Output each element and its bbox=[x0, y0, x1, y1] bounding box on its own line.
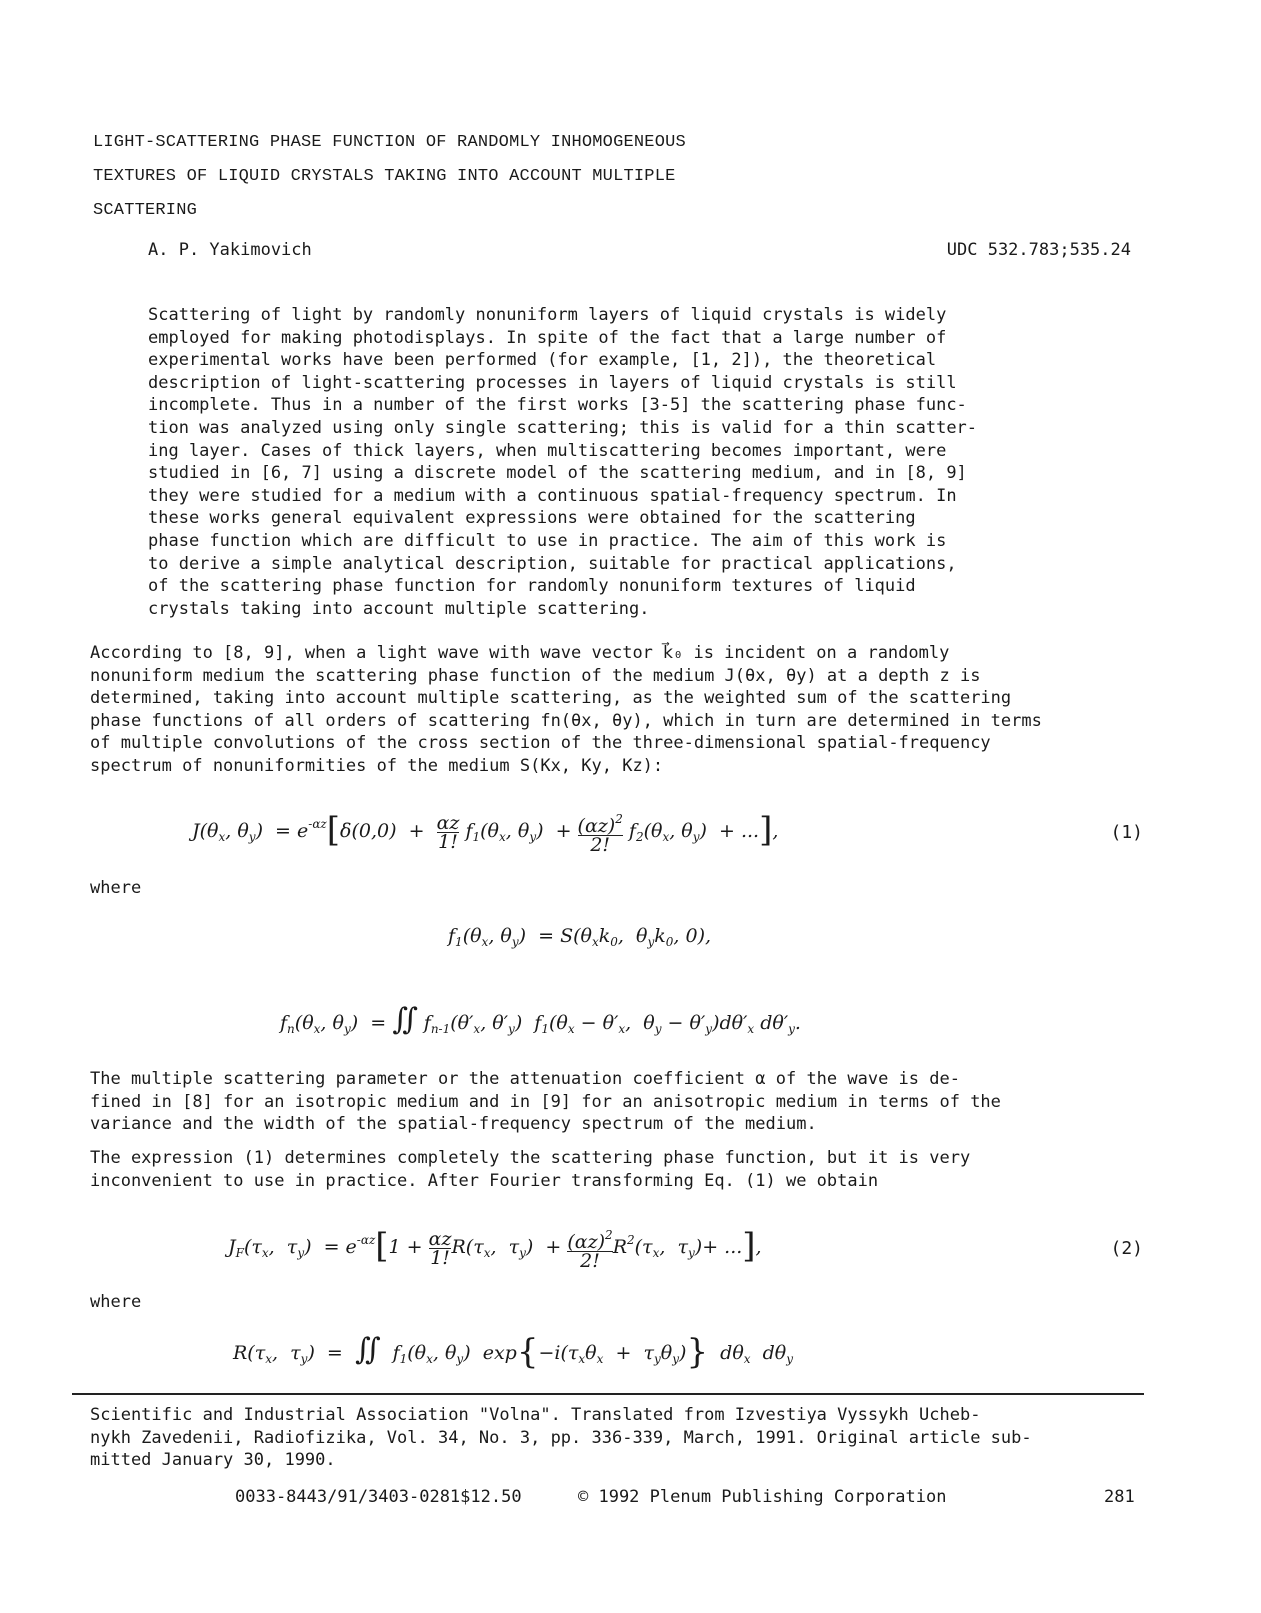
paper-title bbox=[93, 126, 853, 228]
title-line-2: TEXTURES OF LIQUID CRYSTALS TAKING INTO ACCOUNT MULTIPLE bbox=[93, 167, 676, 186]
footnote-rule bbox=[72, 1393, 1144, 1395]
paragraph-fourier: The expression (1) determines completely the scattering phase function, but it is very inconvenient to use in practice. After Fourier transforming Eq. (1) we obtain bbox=[90, 1148, 971, 1191]
paragraph-intro: According to [8, 9], when a light wave with wave vector k⃗₀ is incident on a randomly nonuniform medium the scattering phase function of the medium J(θx, θy) at a depth z is determined, taking into account multiple scattering, as the weighted sum of the scattering phase functions of all orders of scattering fn(θx, θy), which in turn are determined in terms of multiple convolutions of the cross section of the three-dimensional spatial-frequency spectrum of nonuniformities of the medium S(Kx, Ky, Kz): bbox=[90, 643, 1042, 776]
abstract: Scattering of light by randomly nonuniform layers of liquid crystals is widely employed for making photodisplays. In spite of the fact that a large number of experimental works have been performed (for example, [1, 2]), the theoretical description of light-scattering processes in layers of liquid crystals is still incomplete. Thus in a number of the first works [3-5] the scattering phase func- tion was analyzed using only single scattering; this is valid for a thin scatter- ing layer. Cases of thick layers, when multiscattering becomes important, were studied in [6, 7] using a discrete model of the scattering medium, and in [8, 9] they were studied for a medium with a continuous spatial-frequency spectrum. In these works general equivalent expressions were obtained for the scattering phase function which are difficult to use in practice. The aim of this work is to derive a simple analytical description, suitable for practical applications, of the scattering phase function for randomly nonuniform textures of liquid crystals taking into account multiple scattering. bbox=[148, 305, 978, 619]
title-line-3: SCATTERING bbox=[93, 201, 198, 220]
where-label-2: where bbox=[90, 1292, 142, 1312]
page-number: 281 bbox=[1104, 1487, 1135, 1507]
author: A. P. Yakimovich bbox=[148, 240, 312, 260]
footnote: Scientific and Industrial Association "Volna". Translated from Izvestiya Vyssykh Ucheb- nykh Zavedenii, Radiofizika, Vol. 34, No. 3, pp. 336-339, March, 1991. Original article sub- mitted January 30, 1990. bbox=[90, 1405, 1032, 1471]
equation-R: $R(\tau_x$, $\tau_y$) = ∬ $f_1(\theta_x$, $\theta_y$) $\exp\{-i(\tau_x\theta_x + \tau_y\theta_y)\}$ $d\theta_x$ $d\theta_y$ bbox=[233, 1332, 794, 1372]
equation-1: $J(\theta_x$, $\theta_y) = e^{-\alpha z}[\delta(0,0)$ + $\frac{\alpha z}{1!}$ $f_1(\theta_x$, $\theta_y$) + $\frac{(\alpha z)^2}{2!}$ $f_2(\theta_x$, $\theta_y$) + ...], bbox=[192, 810, 779, 856]
equation-1-number: (1) bbox=[1110, 822, 1143, 843]
where-label-1: where bbox=[90, 878, 142, 898]
paragraph-attenuation: The multiple scattering parameter or the attenuation coefficient α of the wave is de- fined in [8] for an isotropic medium and in [9] for an anisotropic medium in terms of the variance and the width of the spatial-frequency spectrum of the medium. bbox=[90, 1069, 1001, 1135]
copyright: © 1992 Plenum Publishing Corporation bbox=[578, 1487, 947, 1507]
equation-f1: $f_1(\theta_x$, $\theta_y) = S(\theta_xk_0$, $\theta_yk_0$, 0), bbox=[448, 925, 712, 949]
equation-2: $J_F(\tau_x$, $\tau_y) = e^{-\alpha z}[1$ + $\frac{\alpha z}{1!}$ $R(\tau_x$, $\tau_y$) + $\frac{(\alpha z)^2}{2!}$ $R^2(\tau_x$, $\tau_y)+$ ...], bbox=[228, 1226, 762, 1272]
equation-fn: $f_n(\theta_x$, $\theta_y$) = ∬ $f_{n-1}(\theta'_x$, $\theta'_y$) $f_1(\theta_x - \theta'_x$, $\theta_y - \theta'_y)d\theta'_x$ $d\theta'_y$. bbox=[280, 1002, 801, 1037]
equation-2-number: (2) bbox=[1110, 1238, 1143, 1259]
title-line-1: LIGHT-SCATTERING PHASE FUNCTION OF RANDOMLY INHOMOGENEOUS bbox=[93, 133, 686, 152]
udc-code: UDC 532.783;535.24 bbox=[946, 240, 1131, 260]
price-code: 0033-8443/91/3403-0281$12.50 bbox=[235, 1487, 522, 1507]
